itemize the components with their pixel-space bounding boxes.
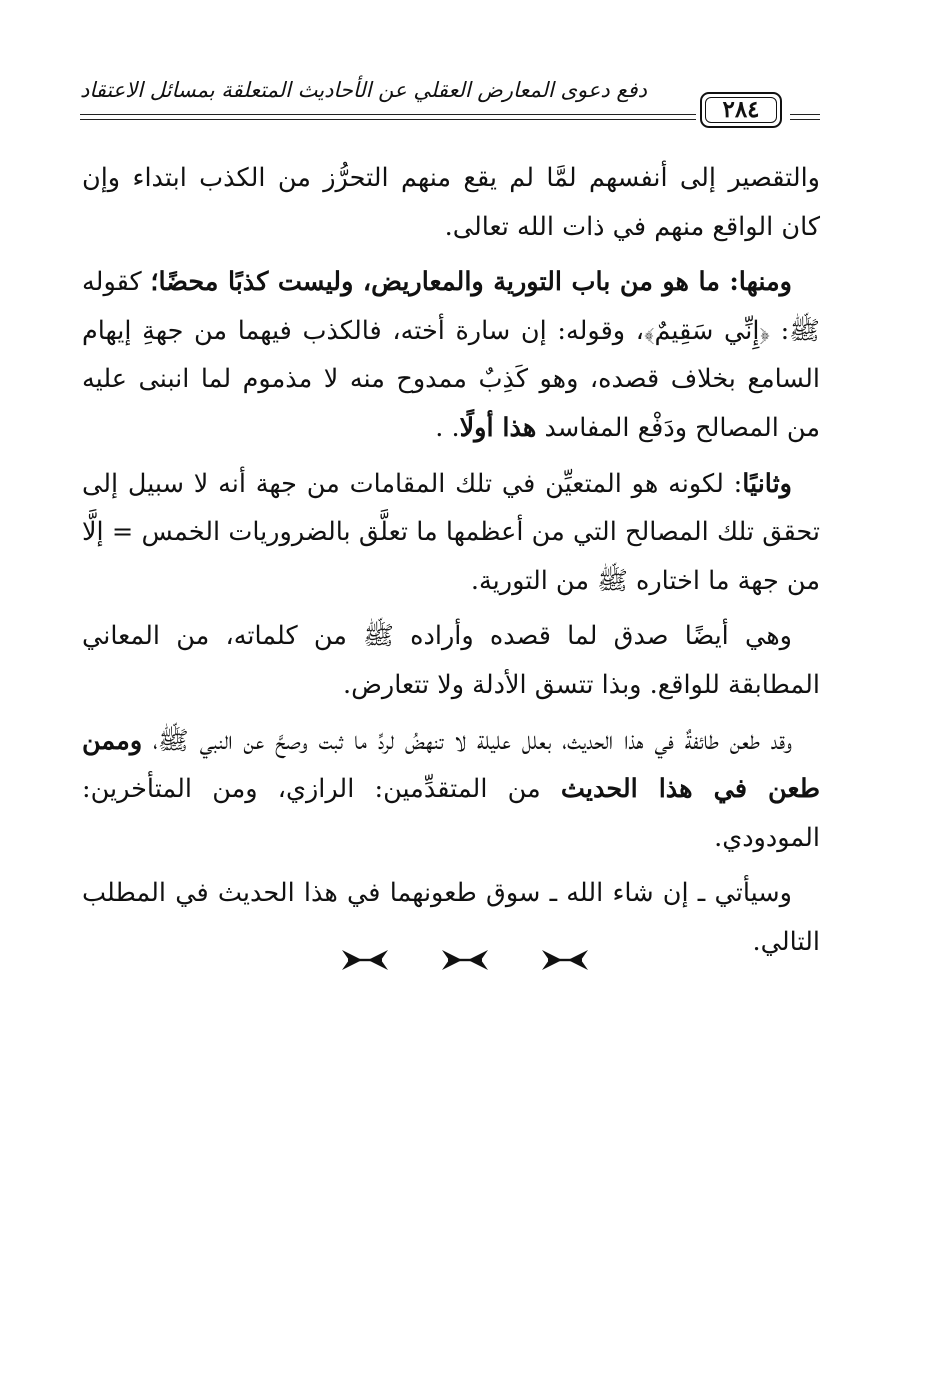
page-number-frame (700, 92, 782, 128)
text-run: كقوله ﷺ: ﴿إِنِّي سَقِيمٌ﴾، وقوله: إن سارة أخته، فالكذب فيهما من جهةِ إيهام السامع بخلاف قصده، وهو كَذِبٌ ممدوح منه لا مذموم لما انبنى عليه من المصالح ودَفْع المفاسد (82, 267, 820, 443)
paragraph (82, 154, 820, 251)
text-run: وسيأتي ـ إن شاء الله ـ سوق طعونهما في هذا الحديث في المطلب التالي. (82, 878, 820, 957)
page-number: ٢٨٤ (722, 96, 760, 123)
header-rule-bottom (80, 119, 696, 120)
main-text (82, 154, 820, 974)
bold-text-run: ومنها: ما هو من باب التورية والمعاريض، وليست كذبًا محضًا؛ (150, 267, 792, 298)
paragraph (82, 258, 820, 452)
paragraph (82, 460, 820, 606)
ornament-icon (340, 946, 390, 974)
page-header (80, 72, 820, 132)
text-run: . . (435, 412, 460, 443)
bold-text-run: وممن طعن في هذا الحديث (82, 725, 821, 805)
paragraph (82, 717, 820, 863)
header-rule-top (80, 114, 696, 115)
ornament-icon (440, 946, 490, 974)
text-run: والتقصير إلى أنفسهم لمَّا لم يقع منهم التحرُّز من الكذب ابتداء وإن كان الواقع منهم في ذات الله تعالى. (82, 163, 820, 242)
section-end-ornaments (340, 940, 590, 980)
text-run: وقد طعن طائفةٌ في هذا الحديث، بعلل عليلة لا تنهضُ لردِّ ما ثبت وصحَّ عن النبي ﷺ، (142, 725, 792, 756)
running-header-title: دفع دعوى المعارض العقلي عن الأحاديث المتعلقة بمسائل الاعتقاد (80, 78, 647, 102)
text-run: وهي أيضًا صدق لما قصده وأراده ﷺ من كلماته، من المعاني المطابقة للواقع. وبذا تتسق الأدلة ولا تتعارض. (82, 621, 820, 700)
text-run: من المتقدِّمين: الرازي، ومن المتأخرين: المودودي. (82, 774, 820, 853)
bold-text-run: هذا أولًا (459, 412, 537, 443)
bold-text-run: وثانيًا (742, 468, 792, 499)
header-tail-rule-top (790, 114, 820, 115)
paragraph (82, 612, 820, 709)
header-tail-rule-bottom (790, 119, 820, 120)
ornament-icon (540, 946, 590, 974)
text-run: : لكونه هو المتعيِّن في تلك المقامات من جهة أنه لا سبيل إلى تحقق تلك المصالح التي من أعظمها ما تعلَّق بالضروريات الخمس = إلَّا من جهة ما اختاره ﷺ من التورية. (82, 468, 820, 596)
